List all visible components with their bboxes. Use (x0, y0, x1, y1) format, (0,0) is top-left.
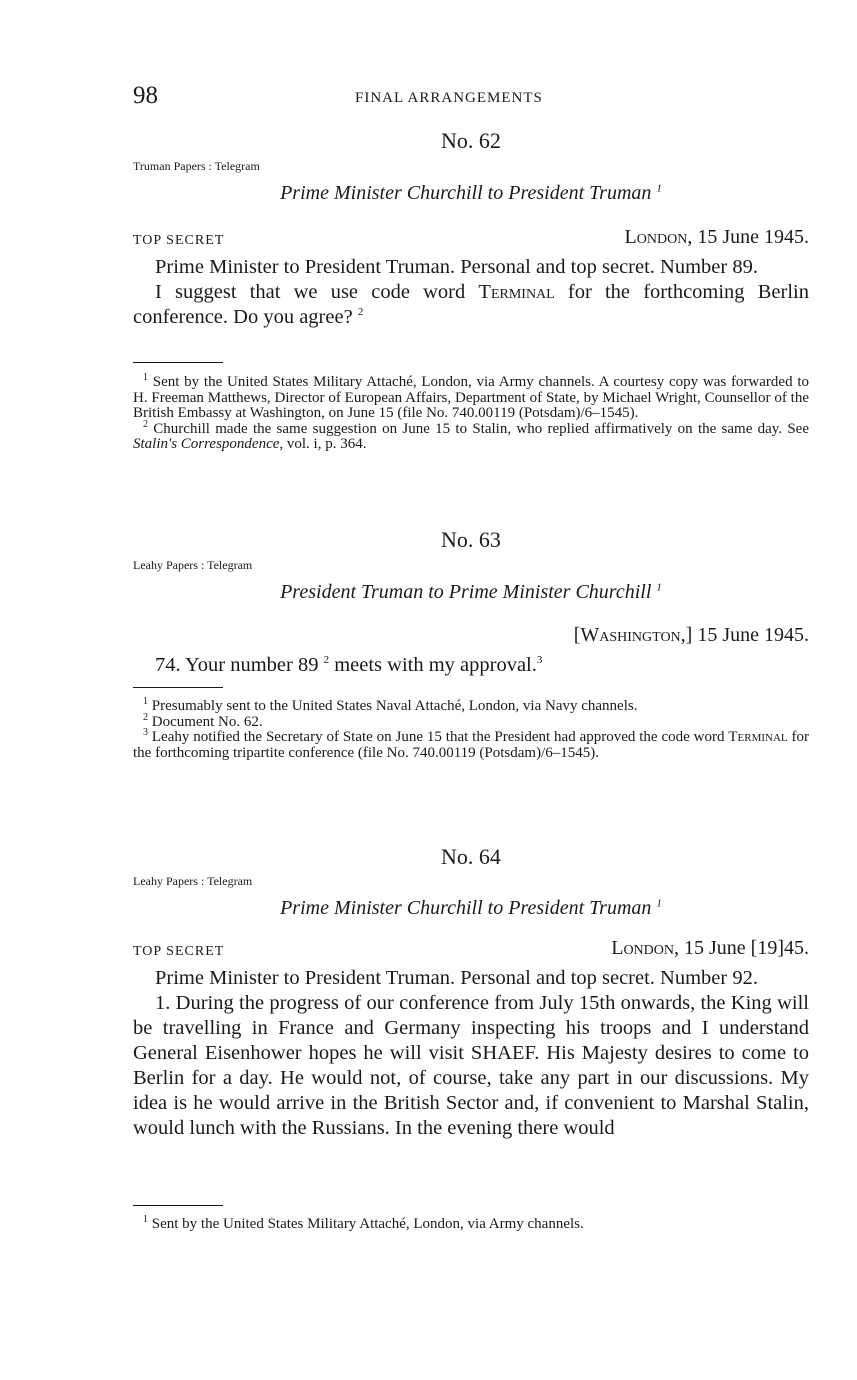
footnote: $^1$ Presumably sent to the United States Naval Attaché, London, via Navy channels. (143, 696, 638, 714)
footnote-ref: 2 (323, 654, 330, 667)
footnote: $^1$ Sent by the United States Military Attaché, London, via Army channels. A courtesy copy was forwarded to H. Freeman Matthews, Director of European Affairs, Department of State, by Michael Wright, Counsellor of the British Embassy at Washington, on June 15 (file No. 740.00119 (Potsdam)/6–1545). (133, 372, 809, 421)
paragraph: Prime Minister to President Truman. Personal and top secret. Number 92. (155, 967, 758, 989)
code-word: Terminal (478, 281, 555, 303)
classification: TOP SECRET (133, 944, 225, 959)
date: London, 15 June [19]45. (611, 937, 809, 959)
document-source: Truman Papers : Telegram (133, 159, 260, 173)
footnote-rule (133, 687, 223, 688)
dateline (133, 624, 809, 648)
document-title: Prime Minister Churchill to President Truman $^1$ (280, 897, 662, 919)
date: London, 15 June 1945. (624, 226, 809, 248)
document-body (133, 966, 809, 1141)
document-number: No. 63 (441, 527, 501, 552)
paragraph: 1. During the progress of our conference from July 15th onwards, the King will be travelling in France and Germany inspecting his troops and I understand General Eisenhower hopes he will visit SHAEF. His Majesty desires to come to Berlin for a day. He would not, of course, take any part in our discussions. My idea is he would arrive in the British Sector and, if convenient to Marshal Stalin, would lunch with the Russians. In the evening there would (133, 992, 809, 1139)
dateline (133, 226, 809, 250)
footnote-ref: 1 (656, 182, 662, 195)
footnote-ref: 1 (656, 897, 662, 910)
paragraph: I suggest that we use code word Terminal for the forthcoming Berlin conference. Do you agree? $^2$ (133, 281, 809, 328)
document-source: Leahy Papers : Telegram (133, 558, 253, 572)
paragraph: 74. Your number 89 $^2$ meets with my approval.$^3$ (155, 654, 543, 676)
footnote-ref: 1 (656, 581, 662, 594)
document-body (133, 653, 809, 678)
footnote-rule (133, 362, 223, 363)
document-title: Prime Minister Churchill to President Truman $^1$ (280, 182, 662, 204)
document-source: Leahy Papers : Telegram (133, 874, 253, 888)
footnote-ref: 3 (536, 654, 543, 667)
document-title: President Truman to Prime Minister Churchill $^1$ (280, 581, 662, 603)
footnote: $^3$ Leahy notified the Secretary of State on June 15 that the President had approved the code word Terminal for the forthcoming tripartite conference (file No. 740.00119 (Potsdam)/6–1545). (133, 727, 810, 761)
footnotes (133, 696, 810, 761)
footnote: $^1$ Sent by the United States Military Attaché, London, via Army channels. (143, 1214, 584, 1232)
dateline (133, 937, 809, 961)
classification: TOP SECRET (133, 233, 225, 248)
footnote: $^2$ Document No. 62. (143, 711, 263, 730)
date: [Washington,] 15 June 1945. (573, 624, 809, 646)
page-number: 98 (133, 82, 158, 109)
footnotes (133, 1214, 809, 1233)
document-number: No. 64 (441, 844, 501, 869)
paragraph: Prime Minister to President Truman. Personal and top secret. Number 89. (155, 256, 758, 278)
footnotes (133, 372, 809, 453)
footnote-ref: 2 (357, 306, 364, 319)
document-number: No. 62 (441, 128, 501, 153)
footnote: $^2$ Churchill made the same suggestion on June 15 to Stalin, who replied affirmatively on the same day. See Stalin's Correspondence, vol. i, p. 364. (133, 418, 809, 452)
document-body (133, 255, 809, 330)
running-title: FINAL ARRANGEMENTS (355, 90, 543, 106)
footnote-rule (133, 1205, 223, 1206)
